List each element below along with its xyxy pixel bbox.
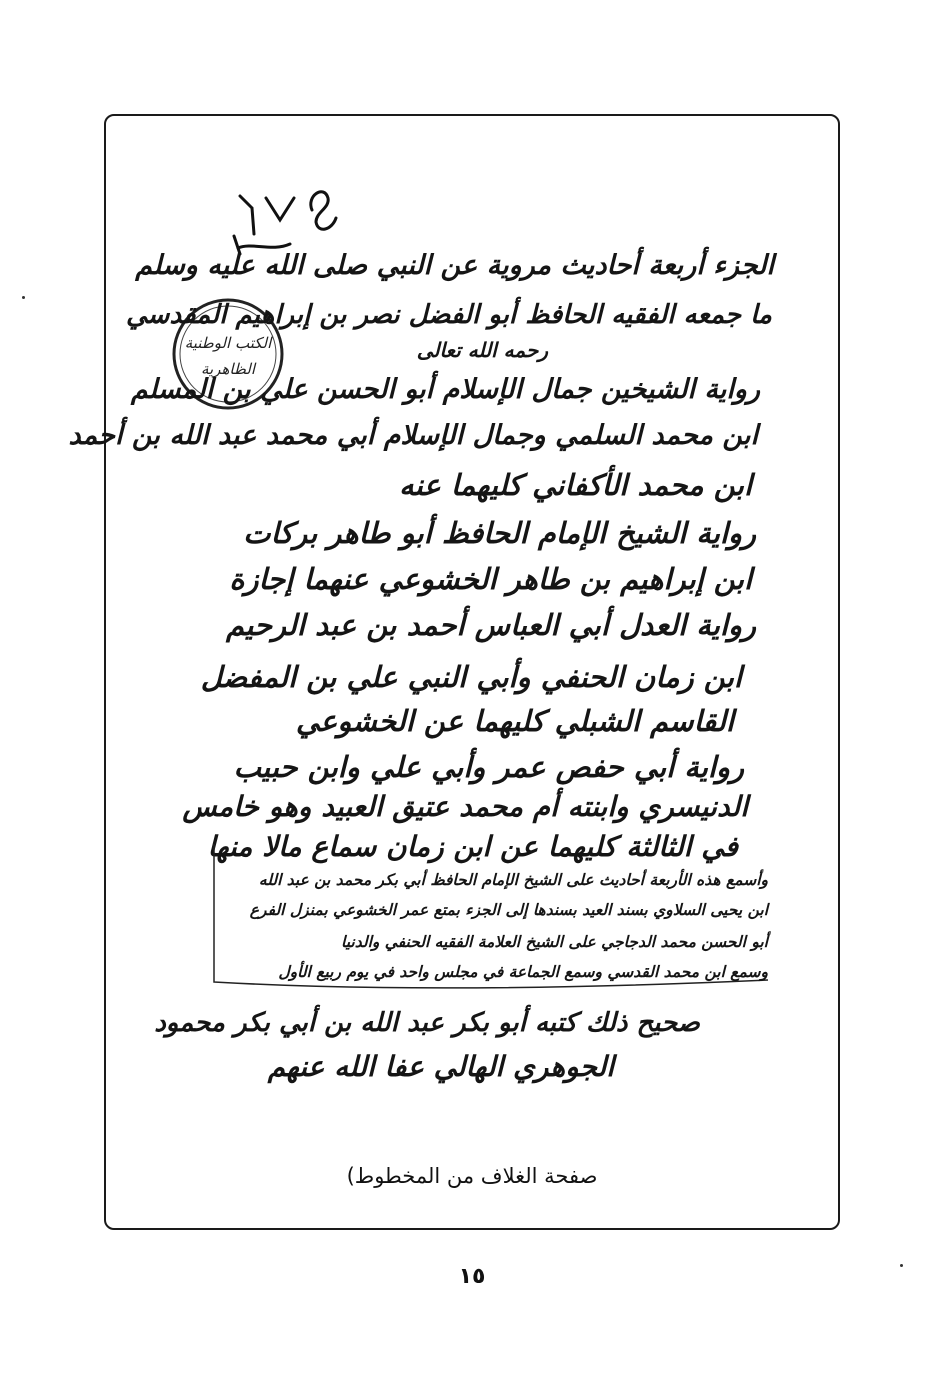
svg-text:الكتب الوطنية: الكتب الوطنية	[184, 334, 272, 352]
manuscript-line: ابن إبراهيم بن طاهر الخشوعي عنهما إجازة	[229, 562, 752, 596]
manuscript-line: رواية العدل أبي العباس أحمد بن عبد الرحيم	[226, 608, 756, 642]
signature-line: صحيح ذلك كتبه أبو بكر عبد الله بن أبي بكر محمود	[154, 1008, 700, 1038]
manuscript-line: ما جمعه الفقيه الحافظ أبو الفضل نصر بن إبراهيم المقدسي	[125, 300, 772, 330]
manuscript-line: الدنيسري وابنته أم محمد عتيق العبيد وهو خامس	[182, 790, 748, 823]
annotation-line: وأسمع هذه الأربعة أحاديث على الشيخ الإمام الحافظ أبي بكر محمد بن عبد الله	[258, 870, 768, 889]
manuscript-line: القاسم الشبلي كليهما عن الخشوعي	[295, 704, 734, 738]
svg-text:الظاهرية: الظاهرية	[200, 360, 256, 378]
manuscript-line: رواية الشيخ الإمام الحافظ أبو طاهر بركات	[243, 516, 756, 550]
folio-number-mark	[232, 178, 342, 258]
manuscript-line: رواية أبي حفص عمر وأبي علي وابن حبيب	[233, 750, 744, 784]
page-number: ١٥	[458, 1264, 486, 1289]
manuscript-line: ابن محمد السلمي وجمال الإسلام أبي محمد عبد الله بن أحمد	[68, 420, 758, 451]
signature-line: الجوهري الهالي عفا الله عنهم	[267, 1050, 614, 1083]
scan-speck	[900, 1264, 903, 1267]
annotation-line: وسمع ابن محمد القدسي وسمع الجماعة في مجلس واحد في يوم ربيع الأول	[278, 962, 768, 981]
manuscript-line: رحمه الله تعالى	[416, 338, 548, 362]
annotation-line: أبو الحسن محمد الدجاجي على الشيخ العلامة الفقيه الحنفي والدنيا	[341, 932, 768, 951]
manuscript-line: ابن محمد الأكفاني كليهما عنه	[399, 468, 752, 502]
scan-speck	[22, 296, 25, 299]
manuscript-line: رواية الشيخين جمال الإسلام أبو الحسن علي بن المسلم	[130, 374, 760, 405]
annotation-line: ابن يحيى السلاوي بسند العيد بسندها إلى الجزء بمتع عمر الخشوعي بمنزل الفرع	[249, 900, 768, 919]
manuscript-line: ابن زمان الحنفي وأبي النبي علي بن المفضل	[200, 660, 742, 694]
manuscript-line: في الثالثة كليهما عن ابن زمان سماع مالا منها	[207, 830, 738, 863]
manuscript-line: الجزء أربعة أحاديث مروية عن النبي صلى الله عليه وسلم	[135, 250, 774, 281]
figure-caption: صفحة الغلاف من المخطوط)	[346, 1164, 598, 1188]
